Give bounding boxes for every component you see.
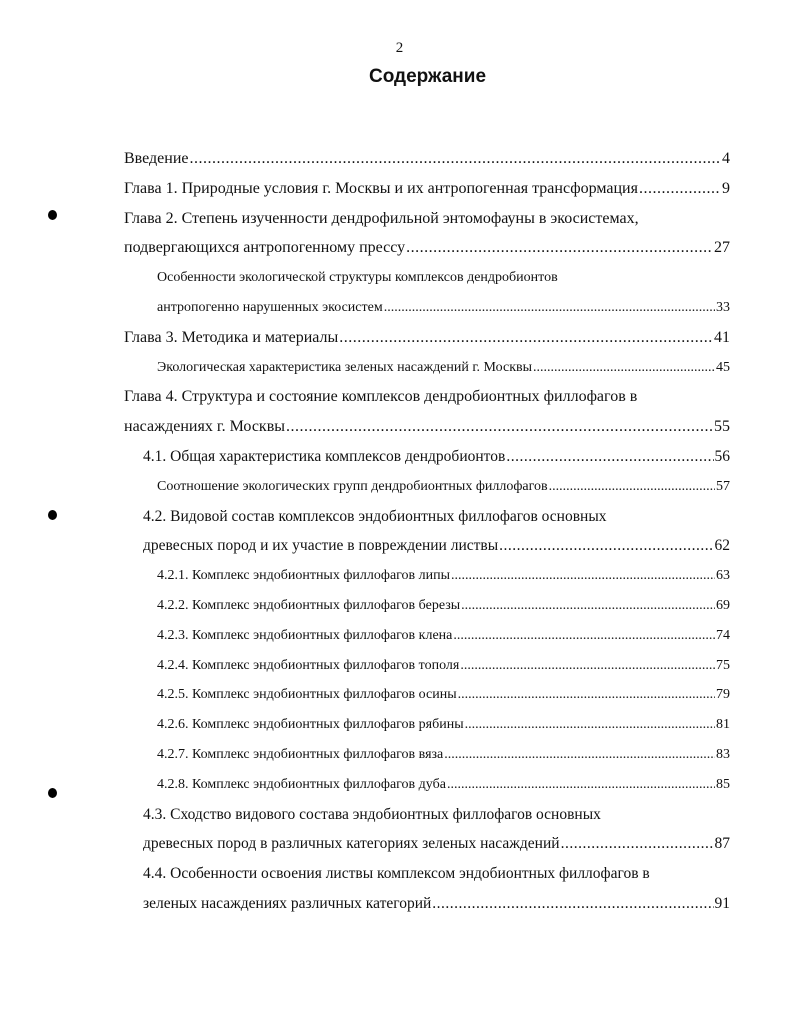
toc-page-number: 87 xyxy=(714,835,730,853)
dot-leader xyxy=(444,740,715,770)
toc-entry-title-line: 4.3. Сходство видового состава эндобионтных филлофагов основных xyxy=(143,805,601,823)
toc-entry xyxy=(143,889,730,919)
toc-entry-title: древесных пород в различных категориях зеленых насаждений xyxy=(143,835,560,853)
toc-entry-lead xyxy=(124,382,730,412)
dot-leader xyxy=(432,889,713,919)
toc-entry xyxy=(157,740,730,770)
toc-page-number: 41 xyxy=(714,328,730,346)
toc-entry-lead xyxy=(157,263,730,293)
toc-entry-title: 4.2.4. Комплекс эндобионтных филлофагов тополя xyxy=(157,657,460,673)
toc-entry-title: 4.2.7. Комплекс эндобионтных филлофагов вяза xyxy=(157,746,444,762)
toc-entry-title: 4.2.6. Комплекс эндобионтных филлофагов рябины xyxy=(157,717,464,733)
toc-page-number: 75 xyxy=(716,657,730,673)
toc-entry-title: Введение xyxy=(124,150,189,167)
dot-leader xyxy=(460,651,715,681)
toc-entry-title: древесных пород и их участие в повреждении листвы xyxy=(143,537,499,555)
toc-page-number: 33 xyxy=(716,299,730,315)
toc-entry xyxy=(157,591,730,621)
toc-page-number: 45 xyxy=(716,359,730,375)
toc-entry xyxy=(143,829,730,859)
toc-entry-lead xyxy=(124,204,730,234)
toc-page-number: 74 xyxy=(716,627,730,643)
toc-entry-lead xyxy=(143,800,730,830)
dot-leader xyxy=(465,710,715,740)
toc-entry xyxy=(157,293,730,323)
toc-entry xyxy=(143,531,730,561)
dot-leader xyxy=(447,770,715,800)
toc-page-number: 62 xyxy=(714,537,730,555)
toc-entry-lead xyxy=(143,859,730,889)
dot-leader xyxy=(461,591,715,621)
dot-leader xyxy=(384,293,715,323)
toc-entry-title: 4.2.8. Комплекс эндобионтных филлофагов дуба xyxy=(157,776,446,792)
toc-entry xyxy=(124,144,730,174)
dot-leader xyxy=(451,561,715,591)
toc-entry-lead xyxy=(143,502,730,532)
toc-entry xyxy=(124,233,730,263)
dot-leader xyxy=(499,531,713,561)
dot-leader xyxy=(406,233,713,263)
toc-entry-title: зеленых насаждениях различных категорий xyxy=(143,894,432,912)
dot-leader xyxy=(549,472,715,502)
toc-entry xyxy=(157,621,730,651)
toc-entry-title: антропогенно нарушенных экосистем xyxy=(157,299,383,315)
toc-entry-title: 4.2.3. Комплекс эндобионтных филлофагов клена xyxy=(157,627,453,643)
toc-page-number: 56 xyxy=(714,447,730,465)
dot-leader xyxy=(639,174,721,204)
toc-page-number: 81 xyxy=(716,717,730,733)
dot-leader xyxy=(286,412,713,442)
toc-entry-title-line: Глава 4. Структура и состояние комплексов дендробионтных филлофагов в xyxy=(124,388,638,406)
toc-entry-title-line: 4.2. Видовой состав комплексов эндобионтных филлофагов основных xyxy=(143,507,607,525)
toc-entry-title-line: Глава 2. Степень изученности дендрофильной энтомофауны в экосистемах, xyxy=(124,209,639,227)
toc-page-number: 91 xyxy=(714,894,730,912)
dot-leader xyxy=(506,442,713,472)
dot-leader xyxy=(190,144,722,174)
dot-leader xyxy=(339,323,713,353)
toc-page-number: 9 xyxy=(722,179,730,197)
toc-entry xyxy=(124,412,730,442)
toc-page-number: 79 xyxy=(716,687,730,703)
dot-leader xyxy=(561,829,714,859)
toc-entry-title: Экологическая характеристика зеленых насаждений г. Москвы xyxy=(157,359,533,375)
toc-entry-title: Глава 3. Методика и материалы xyxy=(124,328,339,346)
toc-page-number: 83 xyxy=(716,746,730,762)
page-title: Содержание xyxy=(368,66,487,87)
toc-entry xyxy=(157,651,730,681)
toc-entry-title: Глава 1. Природные условия г. Москвы и их антропогенная трансформация xyxy=(124,179,638,197)
toc-entry-title: 4.2.1. Комплекс эндобионтных филлофагов липы xyxy=(157,568,451,584)
toc-entry xyxy=(124,174,730,204)
toc-entry xyxy=(157,770,730,800)
toc-entry-title: насаждениях г. Москвы xyxy=(124,418,286,436)
toc-page-number: 27 xyxy=(714,239,730,257)
toc-entry xyxy=(157,353,730,383)
toc-page-number: 63 xyxy=(716,568,730,584)
dot-leader xyxy=(458,680,715,710)
toc-entry-title: Соотношение экологических групп дендробионтных филлофагов xyxy=(157,478,548,494)
toc-entry xyxy=(143,442,730,472)
toc-page-number: 55 xyxy=(714,418,730,436)
table-of-contents xyxy=(0,144,799,919)
toc-entry-title: 4.1. Общая характеристика комплексов дендробионтов xyxy=(143,447,506,465)
page-number: 2 xyxy=(395,40,404,56)
toc-page-number: 57 xyxy=(716,478,730,494)
toc-entry-title: 4.2.2. Комплекс эндобионтных филлофагов березы xyxy=(157,597,461,613)
toc-entry xyxy=(157,561,730,591)
toc-entry xyxy=(157,472,730,502)
toc-entry xyxy=(157,710,730,740)
toc-entry-title: 4.2.5. Комплекс эндобионтных филлофагов осины xyxy=(157,687,457,703)
toc-page-number: 4 xyxy=(722,150,730,167)
dot-leader xyxy=(533,353,715,383)
toc-page-number: 69 xyxy=(716,597,730,613)
toc-entry-title: подвергающихся антропогенному прессу xyxy=(124,239,406,257)
dot-leader xyxy=(453,621,715,651)
toc-entry xyxy=(157,680,730,710)
toc-page-number: 85 xyxy=(716,776,730,792)
toc-entry-title-line: Особенности экологической структуры комплексов дендробионтов xyxy=(157,270,558,286)
toc-entry-title-line: 4.4. Особенности освоения листвы комплексом эндобионтных филлофагов в xyxy=(143,865,650,883)
toc-entry xyxy=(124,323,730,353)
